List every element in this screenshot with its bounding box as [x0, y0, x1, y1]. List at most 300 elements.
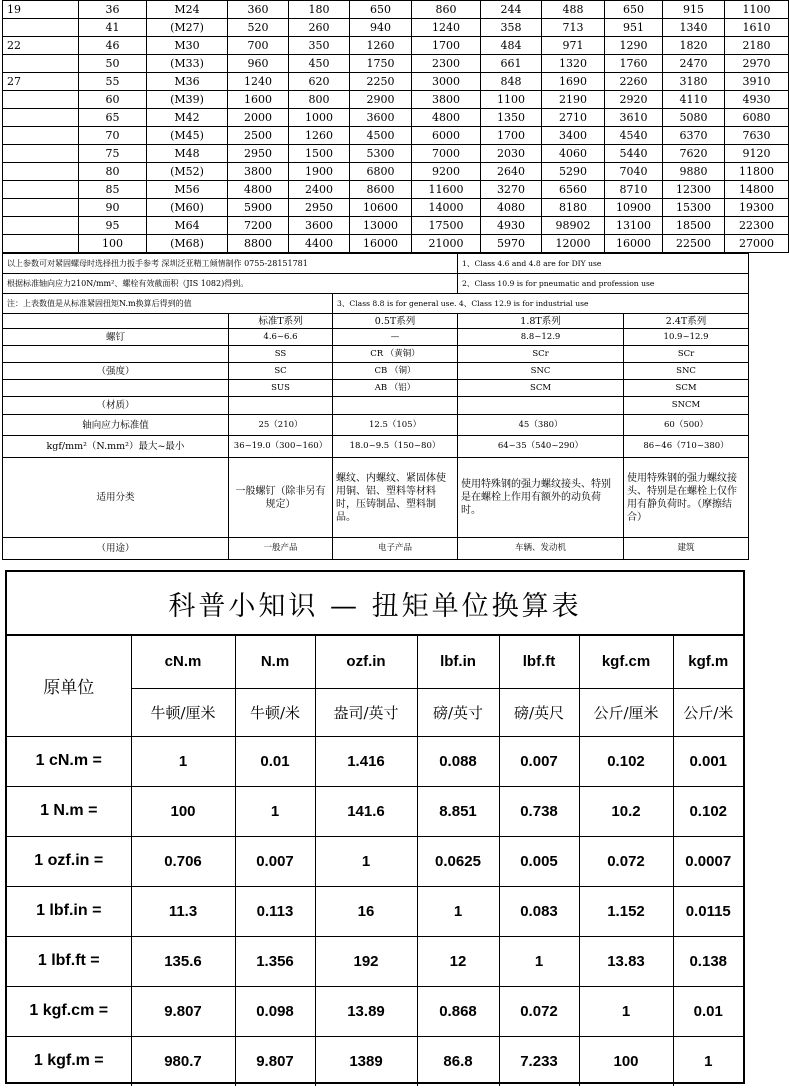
bolt-cell: 9880: [663, 163, 725, 181]
bolt-cell: 800: [289, 91, 350, 109]
conversion-row-label: 1 lbf.ft =: [7, 936, 131, 986]
bolt-row: [3, 73, 789, 91]
conversion-note: 注：上表数值是从标准紧固扭矩N.m换算后得到的值: [3, 294, 333, 314]
material-cell: SCM: [458, 380, 624, 397]
bolt-cell: 3610: [605, 109, 663, 127]
bolt-cell: 6560: [542, 181, 605, 199]
bolt-cell: 1340: [663, 19, 725, 37]
bolt-cell: 1320: [542, 55, 605, 73]
bolt-cell: 7620: [663, 145, 725, 163]
conversion-row: [7, 786, 743, 836]
conversion-value: 13.89: [315, 986, 417, 1036]
material-cell: AB （铝）: [333, 380, 458, 397]
conversion-value: 0.001: [673, 736, 743, 786]
bolt-cell: M64: [147, 217, 228, 235]
bolt-cell: 2470: [663, 55, 725, 73]
conversion-value: 7.233: [499, 1036, 579, 1086]
unit-cn-header: 磅/英寸: [417, 688, 499, 736]
bolt-cell: [3, 235, 79, 253]
bolt-cell: M24: [147, 1, 228, 19]
bolt-cell: 22: [3, 37, 79, 55]
conversion-value: 0.072: [499, 986, 579, 1036]
unit-cn-header: 盎司/英寸: [315, 688, 417, 736]
conversion-row-label: 1 kgf.m =: [7, 1036, 131, 1086]
bolt-cell: 55: [79, 73, 147, 91]
bolt-cell: (M52): [147, 163, 228, 181]
bolt-cell: 2500: [228, 127, 289, 145]
bolt-cell: 1240: [412, 19, 481, 37]
unit-header: N.m: [235, 636, 315, 688]
bolt-cell: 1820: [663, 37, 725, 55]
conversion-value: 0.102: [673, 786, 743, 836]
unit-cn-header: 牛顿/厘米: [131, 688, 235, 736]
row-label-category: 适用分类: [3, 458, 229, 538]
bolt-row: [3, 127, 789, 145]
conversion-value: 0.0007: [673, 836, 743, 886]
material-cell: CB （铜）: [333, 363, 458, 380]
bolt-cell: 17500: [412, 217, 481, 235]
torque-conversion-panel: [5, 570, 745, 1084]
material-cell: SCM: [624, 380, 749, 397]
bolt-row: [3, 199, 789, 217]
bolt-cell: 75: [79, 145, 147, 163]
category-cell: 一般螺钉（除非另有规定）: [229, 458, 333, 538]
bolt-cell: 4930: [725, 91, 789, 109]
grade-cell: 4.6~6.6: [229, 329, 333, 346]
material-cell: [458, 397, 624, 415]
grade-cell: —: [333, 329, 458, 346]
bolt-cell: 22300: [725, 217, 789, 235]
bolt-cell: 4400: [289, 235, 350, 253]
bolt-cell: [3, 55, 79, 73]
bolt-row: [3, 235, 789, 253]
bolt-cell: (M27): [147, 19, 228, 37]
bolt-cell: 1760: [605, 55, 663, 73]
bolt-cell: 1900: [289, 163, 350, 181]
unit-cn-header: 牛顿/米: [235, 688, 315, 736]
conversion-value: 192: [315, 936, 417, 986]
bolt-cell: 1290: [605, 37, 663, 55]
material-cell: SNC: [624, 363, 749, 380]
bolt-cell: 2190: [542, 91, 605, 109]
bolt-cell: M36: [147, 73, 228, 91]
bolt-cell: 46: [79, 37, 147, 55]
conversion-value: 0.102: [579, 736, 673, 786]
conversion-value: 0.005: [499, 836, 579, 886]
conversion-row: [7, 836, 743, 886]
conversion-value: 1: [131, 736, 235, 786]
bolt-cell: 650: [605, 1, 663, 19]
bolt-cell: 4540: [605, 127, 663, 145]
bolt-cell: 1690: [542, 73, 605, 91]
bolt-cell: 8180: [542, 199, 605, 217]
bolt-row: [3, 217, 789, 235]
usage-cell: 车辆、发动机: [458, 538, 624, 560]
bolt-row: [3, 1, 789, 19]
conversion-row-label: 1 ozf.in =: [7, 836, 131, 886]
unit-header-row: [7, 636, 743, 688]
row-label-blank: [3, 380, 229, 397]
bolt-cell: 41: [79, 19, 147, 37]
bolt-cell: 951: [605, 19, 663, 37]
reference-note: 以上参数可对紧固螺母时选择扭力扳手参考 深圳泛亚精工倾情制作 0755-28151781: [3, 254, 458, 274]
conversion-value: 16: [315, 886, 417, 936]
conversion-value: 100: [131, 786, 235, 836]
bolt-cell: 960: [228, 55, 289, 73]
bolt-cell: [3, 199, 79, 217]
bolt-cell: 180: [289, 1, 350, 19]
bolt-cell: 1750: [350, 55, 412, 73]
conversion-value: 0.138: [673, 936, 743, 986]
bolt-cell: 4080: [481, 199, 542, 217]
material-cell: SNC: [458, 363, 624, 380]
bolt-cell: 971: [542, 37, 605, 55]
material-cell: [229, 397, 333, 415]
conversion-row-label: 1 lbf.in =: [7, 886, 131, 936]
bolt-cell: 2640: [481, 163, 542, 181]
usage-cell: 建筑: [624, 538, 749, 560]
category-cell: 螺纹、内螺纹、紧固体使用铜、铝、塑料等材料时，压铸制品、塑料制品。: [333, 458, 458, 538]
conversion-row: [7, 736, 743, 786]
bolt-cell: [3, 19, 79, 37]
bolt-cell: M42: [147, 109, 228, 127]
bolt-cell: 661: [481, 55, 542, 73]
bolt-cell: 1260: [289, 127, 350, 145]
range-cell: 18.0~9.5（150~80）: [333, 436, 458, 458]
conversion-value: 8.851: [417, 786, 499, 836]
bolt-cell: 22500: [663, 235, 725, 253]
unit-cn-header: 磅/英尺: [499, 688, 579, 736]
conversion-value: 135.6: [131, 936, 235, 986]
row-label-range: kgf/mm²（N.mm²）最大~最小: [3, 436, 229, 458]
bolt-cell: 27: [3, 73, 79, 91]
bolt-cell: 65: [79, 109, 147, 127]
bolt-cell: 2000: [228, 109, 289, 127]
bolt-cell: 450: [289, 55, 350, 73]
conversion-value: 0.738: [499, 786, 579, 836]
series-header: 1.8T系列: [458, 314, 624, 329]
bolt-row: [3, 181, 789, 199]
bolt-cell: 2260: [605, 73, 663, 91]
conversion-value: 0.0625: [417, 836, 499, 886]
bolt-row: [3, 163, 789, 181]
bolt-cell: 3270: [481, 181, 542, 199]
bolt-cell: 13000: [350, 217, 412, 235]
bolt-cell: 85: [79, 181, 147, 199]
material-cell: SCr: [624, 346, 749, 363]
bolt-cell: 11800: [725, 163, 789, 181]
conversion-value: 1: [417, 886, 499, 936]
bolt-cell: 1700: [481, 127, 542, 145]
bolt-cell: 7200: [228, 217, 289, 235]
series-header: 0.5T系列: [333, 314, 458, 329]
bolt-cell: 4800: [412, 109, 481, 127]
conversion-value: 0.083: [499, 886, 579, 936]
bolt-cell: [3, 217, 79, 235]
bolt-cell: 713: [542, 19, 605, 37]
bolt-cell: 4060: [542, 145, 605, 163]
conversion-row: [7, 1036, 743, 1086]
bolt-cell: 1610: [725, 19, 789, 37]
conversion-value: 13.83: [579, 936, 673, 986]
bolt-cell: 7040: [605, 163, 663, 181]
conversion-value: 10.2: [579, 786, 673, 836]
row-label-strength: （强度）: [3, 363, 229, 380]
bolt-cell: 3000: [412, 73, 481, 91]
material-cell: CR （黄铜）: [333, 346, 458, 363]
bolt-cell: 2400: [289, 181, 350, 199]
torque-conversion-table: [7, 636, 743, 1086]
conversion-value: 1: [579, 986, 673, 1036]
bolt-cell: [3, 145, 79, 163]
bolt-row: [3, 19, 789, 37]
bolt-cell: (M60): [147, 199, 228, 217]
conversion-value: 100: [579, 1036, 673, 1086]
bolt-cell: 1100: [481, 91, 542, 109]
bolt-cell: [3, 163, 79, 181]
usage-cell: 一般产品: [229, 538, 333, 560]
bolt-cell: 3400: [542, 127, 605, 145]
bolt-cell: 1000: [289, 109, 350, 127]
bolt-cell: 4930: [481, 217, 542, 235]
bolt-cell: 4110: [663, 91, 725, 109]
bolt-cell: 21000: [412, 235, 481, 253]
bolt-cell: 10900: [605, 199, 663, 217]
bolt-cell: 7630: [725, 127, 789, 145]
usage-cell: 电子产品: [333, 538, 458, 560]
bolt-cell: [3, 181, 79, 199]
bolt-cell: 10600: [350, 199, 412, 217]
conversion-value: 0.113: [235, 886, 315, 936]
conversion-value: 9.807: [131, 986, 235, 1036]
bolt-row: [3, 109, 789, 127]
series-header: 2.4T系列: [624, 314, 749, 329]
bolt-cell: 358: [481, 19, 542, 37]
bolt-cell: 5290: [542, 163, 605, 181]
axial-cell: 12.5（105）: [333, 415, 458, 436]
bolt-cell: 2710: [542, 109, 605, 127]
bolt-cell: 7000: [412, 145, 481, 163]
bolt-cell: 50: [79, 55, 147, 73]
bolt-cell: 5080: [663, 109, 725, 127]
material-cell: SCr: [458, 346, 624, 363]
conversion-value: 1389: [315, 1036, 417, 1086]
class-note-2: 2、Class 10.9 is for pneumatic and profession use: [458, 274, 749, 294]
bolt-cell: 3600: [350, 109, 412, 127]
bolt-cell: 3800: [412, 91, 481, 109]
row-label-screw: 螺钉: [3, 329, 229, 346]
conversion-value: 141.6: [315, 786, 417, 836]
bolt-cell: 4500: [350, 127, 412, 145]
bolt-cell: 100: [79, 235, 147, 253]
bolt-cell: 915: [663, 1, 725, 19]
bolt-cell: 70: [79, 127, 147, 145]
conversion-value: 9.807: [235, 1036, 315, 1086]
bolt-cell: 98902: [542, 217, 605, 235]
conversion-value: 0.706: [131, 836, 235, 886]
bolt-cell: 1600: [228, 91, 289, 109]
bolt-cell: 15300: [663, 199, 725, 217]
row-label-material: （材质）: [3, 397, 229, 415]
bolt-cell: 16000: [350, 235, 412, 253]
bolt-cell: 4800: [228, 181, 289, 199]
conversion-value: 11.3: [131, 886, 235, 936]
row-label-axial: 轴向应力标准值: [3, 415, 229, 436]
bolt-cell: 12000: [542, 235, 605, 253]
bolt-cell: 36: [79, 1, 147, 19]
bolt-row: [3, 91, 789, 109]
bolt-cell: 13100: [605, 217, 663, 235]
conversion-value: 0.0115: [673, 886, 743, 936]
bolt-cell: 9200: [412, 163, 481, 181]
bolt-cell: 6000: [412, 127, 481, 145]
bolt-cell: 2970: [725, 55, 789, 73]
grade-cell: 8.8~12.9: [458, 329, 624, 346]
bolt-cell: 90: [79, 199, 147, 217]
bolt-cell: 16000: [605, 235, 663, 253]
conversion-value: 86.8: [417, 1036, 499, 1086]
bolt-cell: 3800: [228, 163, 289, 181]
range-cell: 86~46（710~380）: [624, 436, 749, 458]
original-unit-label: 原单位: [7, 636, 131, 736]
bolt-cell: 244: [481, 1, 542, 19]
unit-header: kgf.cm: [579, 636, 673, 688]
bolt-cell: 620: [289, 73, 350, 91]
class-note-3: 3、Class 8.8 is for general use. 4、Class 12.9 is for industrial use: [333, 294, 749, 314]
unit-cn-header: 公斤/厘米: [579, 688, 673, 736]
bolt-cell: 650: [350, 1, 412, 19]
conversion-value: 1.356: [235, 936, 315, 986]
bolt-cell: 27000: [725, 235, 789, 253]
unit-header: ozf.in: [315, 636, 417, 688]
conversion-value: 12: [417, 936, 499, 986]
bolt-cell: 260: [289, 19, 350, 37]
grade-cell: 10.9~12.9: [624, 329, 749, 346]
axial-cell: 25（210）: [229, 415, 333, 436]
bolt-cell: 2920: [605, 91, 663, 109]
conversion-value: 1: [235, 786, 315, 836]
bolt-cell: 484: [481, 37, 542, 55]
bolt-cell: 3910: [725, 73, 789, 91]
range-cell: 36~19.0（300~160）: [229, 436, 333, 458]
bolt-cell: 8600: [350, 181, 412, 199]
bolt-cell: [3, 91, 79, 109]
unit-header: cN.m: [131, 636, 235, 688]
standard-note: 根据标准轴向应力210N/mm²、螺栓有效截面积（JIS 1082)得到。: [3, 274, 458, 294]
conversion-value: 1: [315, 836, 417, 886]
conversion-row: [7, 886, 743, 936]
bolt-cell: 2950: [289, 199, 350, 217]
bolt-cell: 1700: [412, 37, 481, 55]
material-cell: SS: [229, 346, 333, 363]
bolt-cell: (M33): [147, 55, 228, 73]
material-cell: [333, 397, 458, 415]
bolt-cell: 360: [228, 1, 289, 19]
bolt-cell: 860: [412, 1, 481, 19]
category-cell: 使用特殊钢的强力螺纹接头、特别是在螺栓上仅作用有静负荷时。（摩擦结合）: [624, 458, 749, 538]
conversion-value: 1: [673, 1036, 743, 1086]
conversion-row-label: 1 kgf.cm =: [7, 986, 131, 1036]
bolt-cell: M30: [147, 37, 228, 55]
bolt-cell: 11600: [412, 181, 481, 199]
conversion-title: 科普小知识 — 扭矩单位换算表: [7, 572, 743, 636]
axial-cell: 45（380）: [458, 415, 624, 436]
material-cell: SNCM: [624, 397, 749, 415]
bolt-cell: 5300: [350, 145, 412, 163]
conversion-value: 0.072: [579, 836, 673, 886]
material-cell: SC: [229, 363, 333, 380]
row-label-blank: [3, 346, 229, 363]
category-cell: 使用特殊钢的强力螺纹接头、特别是在螺栓上作用有额外的动负荷时。: [458, 458, 624, 538]
conversion-value: 0.868: [417, 986, 499, 1036]
bolt-cell: 1100: [725, 1, 789, 19]
conversion-value: 0.088: [417, 736, 499, 786]
bolt-cell: 6800: [350, 163, 412, 181]
bolt-cell: 6080: [725, 109, 789, 127]
bolt-cell: 350: [289, 37, 350, 55]
row-label-usage: （用途）: [3, 538, 229, 560]
bolt-row: [3, 145, 789, 163]
bolt-cell: 8800: [228, 235, 289, 253]
bolt-cell: 520: [228, 19, 289, 37]
conversion-row: [7, 936, 743, 986]
bolt-cell: 2900: [350, 91, 412, 109]
bolt-cell: 3600: [289, 217, 350, 235]
unit-header: kgf.m: [673, 636, 743, 688]
conversion-value: 1.152: [579, 886, 673, 936]
bolt-cell: 2300: [412, 55, 481, 73]
bolt-row: [3, 37, 789, 55]
conversion-row-label: 1 N.m =: [7, 786, 131, 836]
bolt-cell: 9120: [725, 145, 789, 163]
conversion-value: 0.01: [673, 986, 743, 1036]
bolt-cell: [3, 127, 79, 145]
bolt-cell: (M68): [147, 235, 228, 253]
conversion-value: 1.416: [315, 736, 417, 786]
bolt-cell: 8710: [605, 181, 663, 199]
bolt-cell: 5440: [605, 145, 663, 163]
conversion-value: 0.007: [235, 836, 315, 886]
bolt-cell: 14000: [412, 199, 481, 217]
bolt-cell: 95: [79, 217, 147, 235]
bolt-cell: 940: [350, 19, 412, 37]
conversion-value: 1: [499, 936, 579, 986]
bolt-cell: 700: [228, 37, 289, 55]
bolt-cell: 6370: [663, 127, 725, 145]
bolt-cell: 488: [542, 1, 605, 19]
bolt-row: [3, 55, 789, 73]
bolt-torque-table: [2, 0, 789, 253]
bolt-cell: 2030: [481, 145, 542, 163]
conversion-row-label: 1 cN.m =: [7, 736, 131, 786]
unit-header: lbf.in: [417, 636, 499, 688]
bolt-cell: 5970: [481, 235, 542, 253]
bolt-cell: 1350: [481, 109, 542, 127]
bolt-cell: [3, 109, 79, 127]
bolt-cell: 12300: [663, 181, 725, 199]
bolt-cell: 2180: [725, 37, 789, 55]
bolt-cell: 80: [79, 163, 147, 181]
bolt-cell: 2250: [350, 73, 412, 91]
bolt-cell: 1260: [350, 37, 412, 55]
axial-cell: 60（500）: [624, 415, 749, 436]
bolt-cell: 3180: [663, 73, 725, 91]
bolt-cell: (M45): [147, 127, 228, 145]
bolt-cell: 60: [79, 91, 147, 109]
header-blank-cell: [3, 314, 229, 329]
bolt-cell: 19: [3, 1, 79, 19]
conversion-row: [7, 986, 743, 1036]
